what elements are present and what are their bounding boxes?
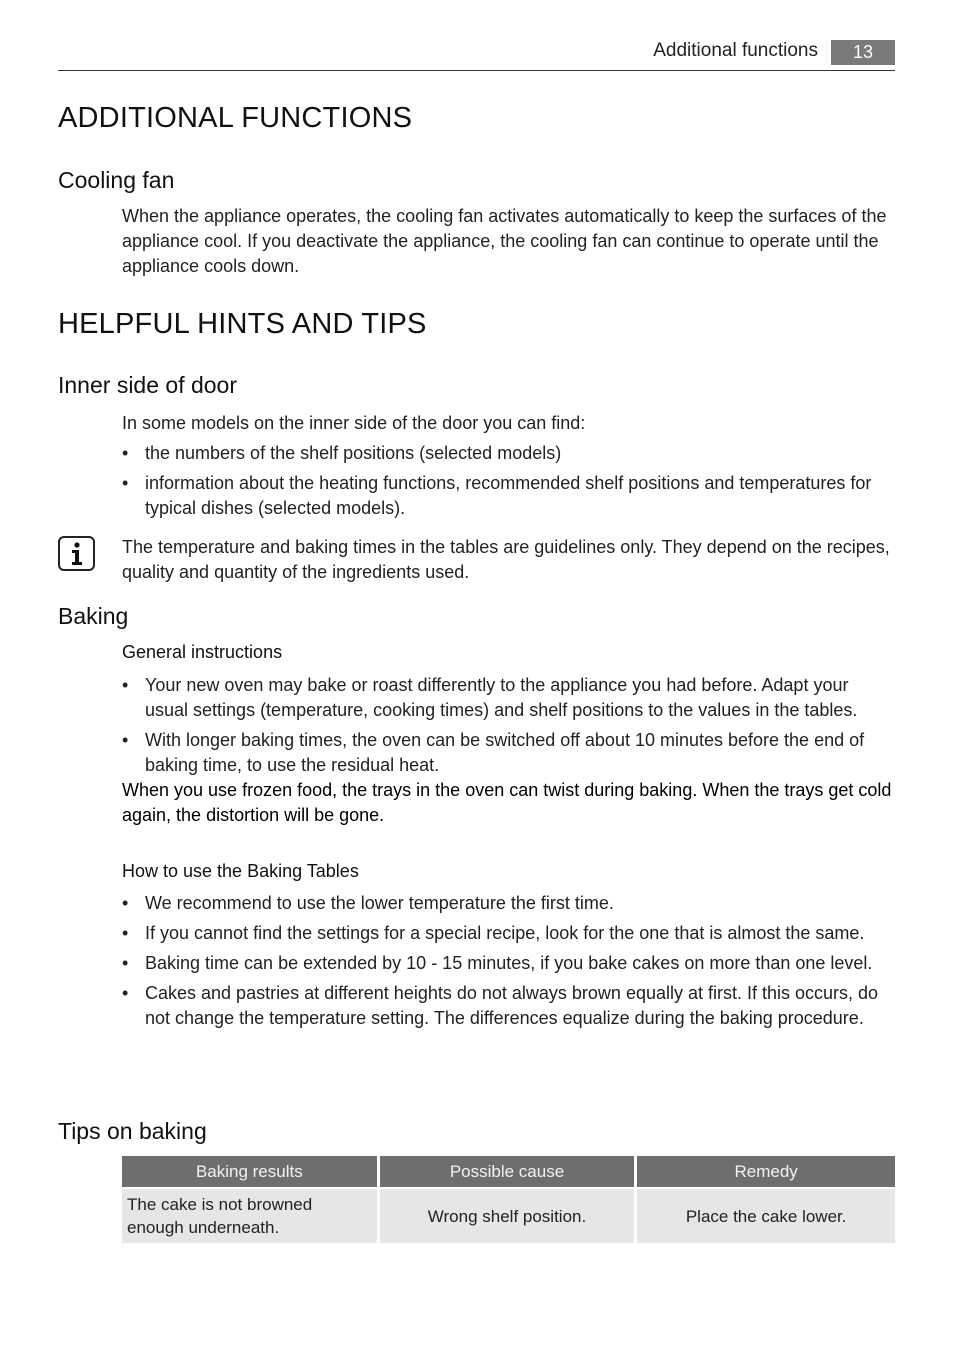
table-cell: The cake is not browned enough underneath.: [122, 1187, 380, 1243]
frozen-food-note: When you use frozen food, the trays in the oven can twist during baking. When the trays get cold again, the distortion will be gone.: [122, 780, 892, 825]
info-note-text: The temperature and baking times in the tables are guidelines only. They depend on the recipes, quality and quantity of the ingredients used.: [122, 537, 890, 582]
inner-door-block: [122, 411, 895, 526]
baking-tables-list: [122, 891, 895, 1031]
list-item: • information about the heating functions, recommended shelf positions and temperatures for typical dishes (selected models).: [122, 473, 872, 518]
cooling-fan-text: When the appliance operates, the cooling fan activates automatically to keep the surfaces of the appliance cool. If you deactivate the appliance, the cooling fan can continue to operate until the appliance cools down.: [122, 206, 887, 276]
bullet-icon: •: [122, 893, 129, 913]
general-instructions-list: [122, 673, 895, 778]
table-cell: Wrong shelf position.: [380, 1187, 638, 1243]
section-heading-additional-functions: ADDITIONAL FUNCTIONS: [58, 102, 413, 134]
list-item: • Your new oven may bake or roast differently to the appliance you had before. Adapt your usual settings (temperature, cooking times) and shelf positions to the values in the tables.: [122, 675, 858, 720]
bullet-icon: •: [122, 983, 129, 1003]
list-item: • the numbers of the shelf positions (selected models): [122, 441, 895, 466]
baking-tables-title: How to use the Baking Tables: [122, 861, 359, 881]
header-divider: [58, 70, 895, 71]
list-item: • If you cannot find the settings for a special recipe, look for the one that is almost the same.: [122, 921, 895, 946]
table-cell: Place the cake lower.: [637, 1187, 895, 1243]
baking-tables-block: [122, 891, 895, 1036]
list-item: • With longer baking times, the oven can be switched off about 10 minutes before the end of baking time, to use the residual heat.: [122, 730, 865, 775]
bullet-icon: •: [122, 923, 129, 943]
subheading-cooling-fan: Cooling fan: [58, 167, 175, 193]
info-icon: [58, 536, 95, 571]
info-note: [122, 535, 895, 585]
list-item: • Cakes and pastries at different heights do not always brown equally at first. If this occurs, do not change the temperature setting. The differences equalize during the baking procedure.: [122, 983, 879, 1028]
general-instructions-block: [122, 673, 895, 828]
subheading-inner-side-of-door: Inner side of door: [58, 372, 238, 398]
bullet-icon: •: [122, 675, 129, 695]
section-heading-helpful-hints: HELPFUL HINTS AND TIPS: [58, 308, 427, 340]
table-row: [122, 1187, 895, 1243]
cooling-fan-paragraph: [122, 204, 895, 279]
subheading-tips-on-baking: Tips on baking: [58, 1118, 207, 1144]
column-header: Baking results: [122, 1156, 380, 1187]
inner-door-list: [122, 441, 895, 521]
inner-door-intro: In some models on the inner side of the door you can find:: [122, 413, 586, 433]
column-header: Possible cause: [380, 1156, 638, 1187]
subheading-baking: Baking: [58, 603, 129, 629]
bullet-icon: •: [122, 730, 129, 750]
column-header: Remedy: [637, 1156, 895, 1187]
running-header-title: Additional functions: [653, 40, 818, 61]
page-number: 13: [831, 40, 895, 65]
tips-table: [122, 1156, 895, 1243]
bullet-icon: •: [122, 443, 129, 463]
general-instructions-title: General instructions: [122, 642, 283, 662]
bullet-icon: •: [122, 473, 129, 493]
list-item: • We recommend to use the lower temperature the first time.: [122, 891, 895, 916]
bullet-icon: •: [122, 953, 129, 973]
list-item: • Baking time can be extended by 10 - 15 minutes, if you bake cakes on more than one level.: [122, 951, 895, 976]
table-header-row: [122, 1156, 895, 1187]
